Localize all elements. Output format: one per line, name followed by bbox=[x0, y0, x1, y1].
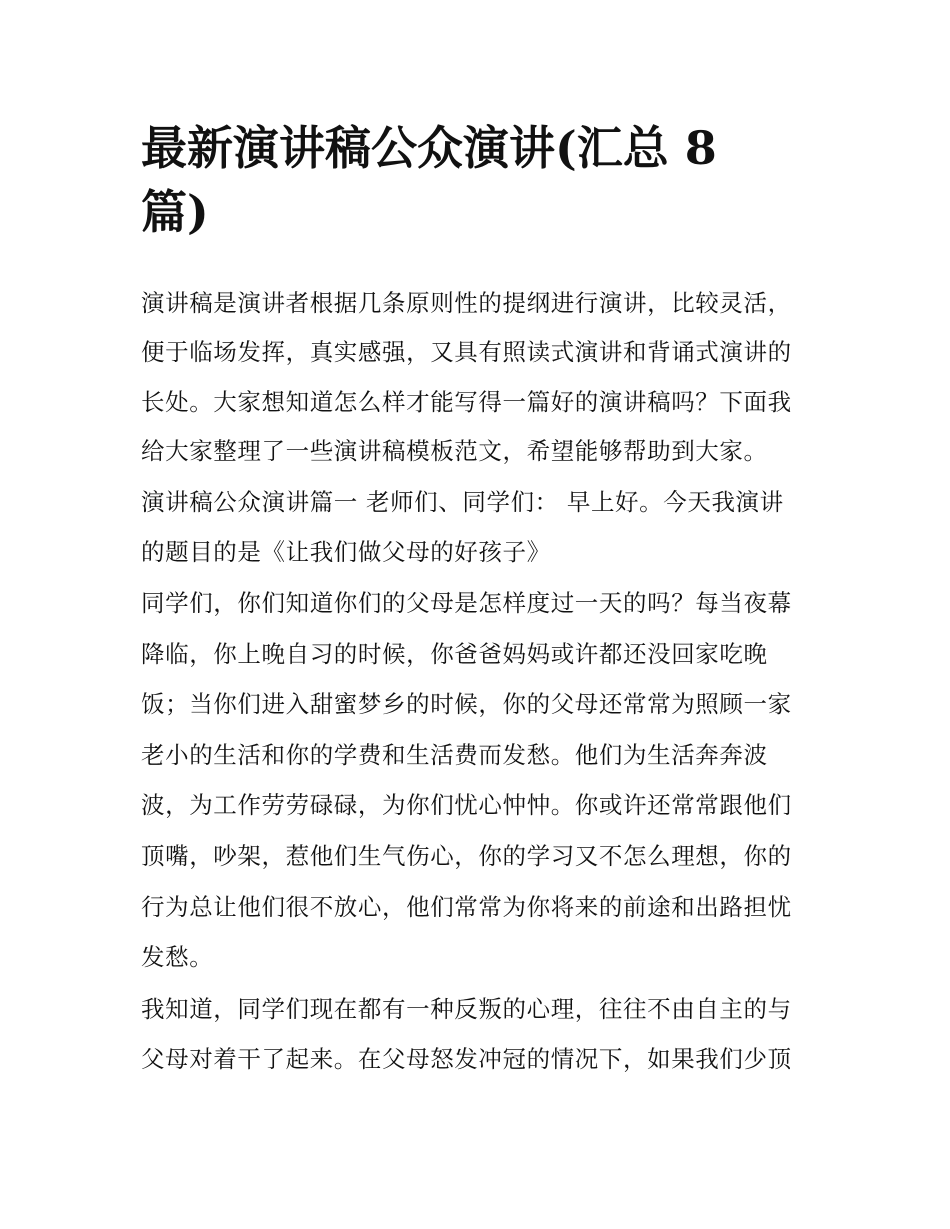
body-line: 降临，你上晚自习的时候，你爸爸妈妈或许都还没回家吃晚 bbox=[141, 640, 768, 668]
body-line: 便于临场发挥，真实感强，又具有照读式演讲和背诵式演讲的 bbox=[141, 338, 792, 366]
body-line: 发愁。 bbox=[141, 943, 214, 971]
body-line: 父母对着干了起来。在父母怒发冲冠的情况下，如果我们少顶 bbox=[141, 1045, 792, 1073]
body-line: 老小的生活和你的学费和生活费而发愁。他们为生活奔奔波 bbox=[141, 741, 768, 769]
body-line: 同学们，你们知道你们的父母是怎样度过一天的吗？每当夜幕 bbox=[141, 589, 792, 617]
body-line: 饭；当你们进入甜蜜梦乡的时候，你的父母还常常为照顾一家 bbox=[141, 690, 792, 718]
body-line: 波，为工作劳劳碌碌，为你们忧心忡忡。你或许还常常跟他们 bbox=[141, 791, 792, 819]
body-line: 演讲稿是演讲者根据几条原则性的提纲进行演讲，比较灵活， bbox=[141, 289, 792, 317]
body-line: 行为总让他们很不放心，他们常常为你将来的前途和出路担忧 bbox=[141, 893, 792, 921]
document-title: 最新演讲稿公众演讲(汇总 8 篇) bbox=[141, 121, 717, 239]
body-line: 演讲稿公众演讲篇一 老师们、同学们： 早上好。今天我演讲 bbox=[141, 488, 784, 516]
body-line: 给大家整理了一些演讲稿模板范文，希望能够帮助到大家。 bbox=[141, 437, 768, 465]
body-line: 的题目的是《让我们做父母的好孩子》 bbox=[141, 538, 551, 566]
body-line: 顶嘴，吵架，惹他们生气伤心，你的学习又不怎么理想，你的 bbox=[141, 842, 792, 870]
body-line: 长处。大家想知道怎么样才能写得一篇好的演讲稿吗？下面我 bbox=[141, 388, 792, 416]
body-line: 我知道，同学们现在都有一种反叛的心理，往往不由自主的与 bbox=[141, 995, 792, 1023]
